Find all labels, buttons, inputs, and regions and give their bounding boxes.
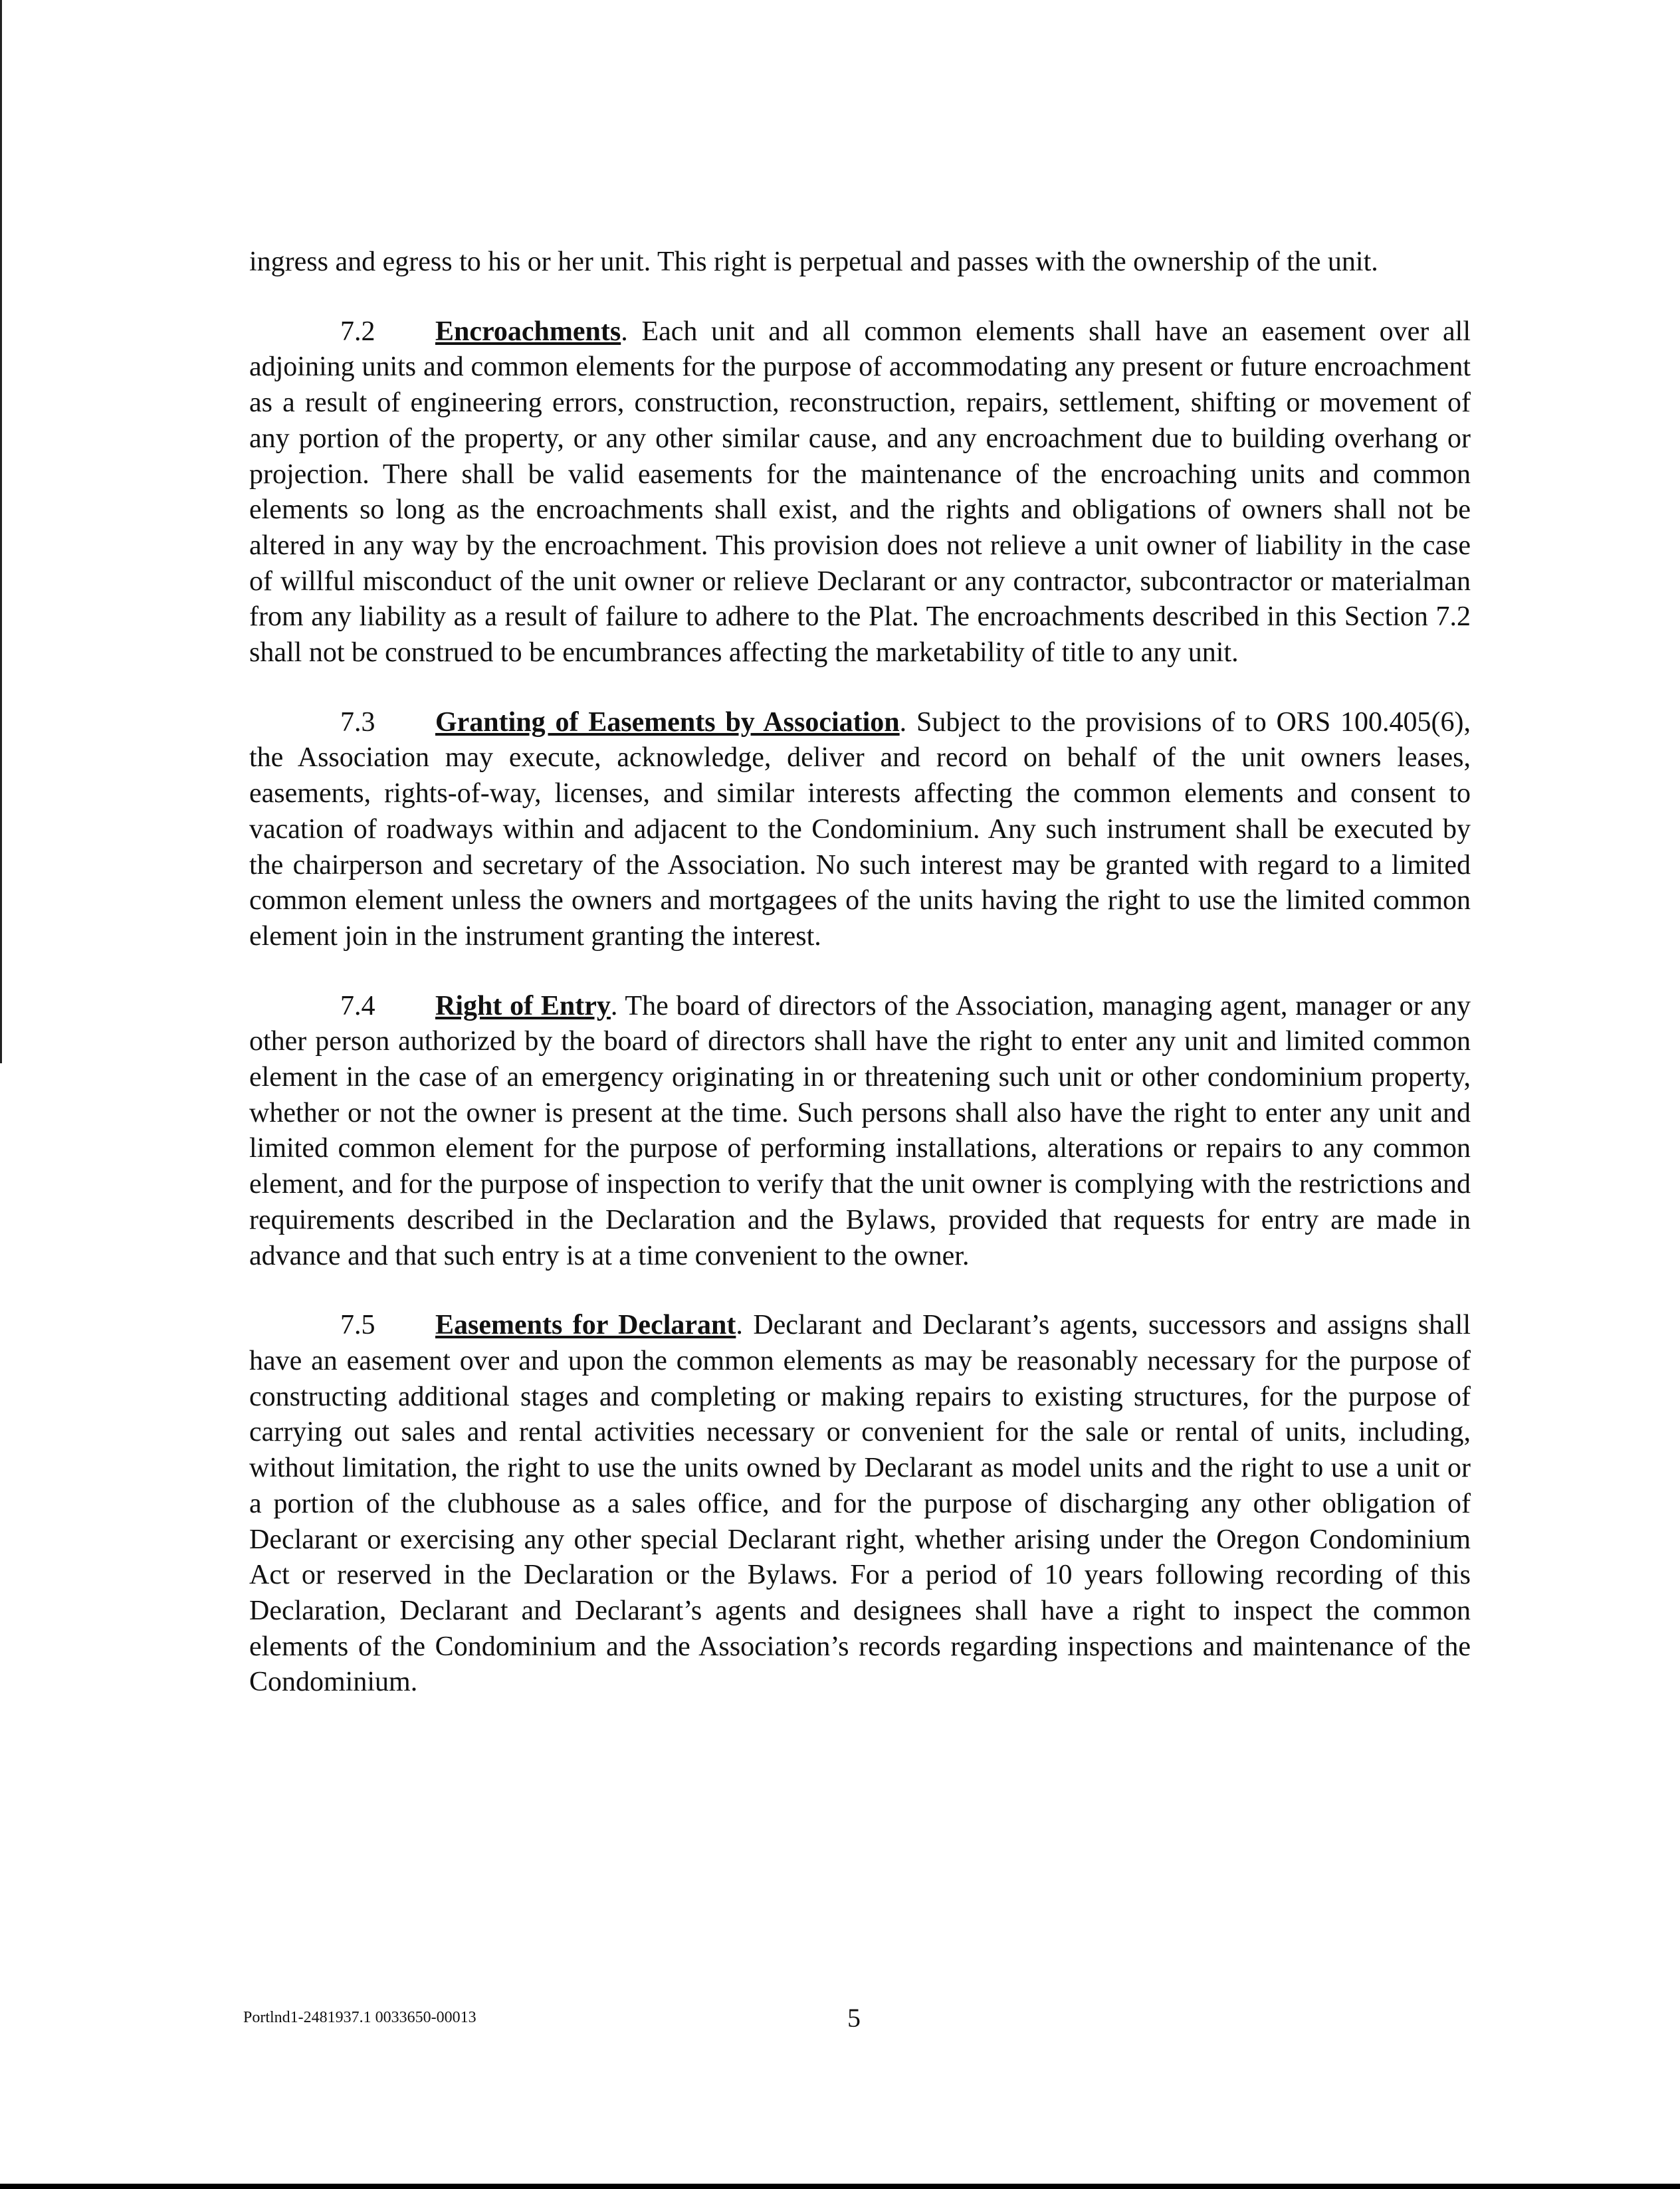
document-id: Portlnd1-2481937.1 0033650-00013: [243, 2009, 476, 2026]
section-body: . Each unit and all common elements shall have an easement over all adjoining units and common elements for the purpose of accommodating any present or future encroachment as a result of engineering errors, construction, reconstruction, repairs, settlement, shifting or movement of any portion of the property, or any other similar cause, and any encroachment due to building overhang or projection. There shall be valid easements for the maintenance of the encroaching units and common elements so long as the encroachments shall exist, and the rights and obligations of owners shall not be altered in any way by the encroachment. This provision does not relieve a unit owner of liability in the case of willful misconduct of the unit owner or relieve Declarant or any contractor, subcontractor or materialman from any liability as a result of failure to adhere to the Plat. The encroachments described in this Section 7.2 shall not be construed to be encumbrances affecting the marketability of title to any unit.: [249, 316, 1471, 669]
section-heading: Right of Entry: [435, 990, 611, 1021]
section-heading: Granting of Easements by Association: [435, 706, 900, 738]
document-page: [249, 245, 1471, 1734]
section-heading: Easements for Declarant: [435, 1310, 736, 1341]
intro-paragraph: [249, 245, 1471, 280]
section-7-5: [249, 1308, 1471, 1701]
section-number: 7.3: [340, 706, 375, 738]
section-number: 7.4: [340, 990, 375, 1021]
scan-bottom-edge: [0, 2184, 1680, 2189]
section-number: 7.2: [340, 316, 375, 347]
section-7-3: [249, 705, 1471, 955]
scan-left-edge: [0, 0, 2, 1063]
section-body: . The board of directors of the Association, managing agent, manager or any other person authorized by the board of directors shall have the right to enter any unit and limited common element in the case of an emergency originating in or threatening such unit or other condominium property, whether or not the owner is present at the time. Such persons shall also have the right to enter any unit and limited common element for the purpose of performing installations, alterations or repairs to any common element, and for the purpose of inspection to verify that the unit owner is complying with the restrictions and requirements described in the Declaration and the Bylaws, provided that requests for entry are made in advance and that such entry is at a time convenient to the owner.: [249, 990, 1471, 1271]
section-body: . Declarant and Declarant’s agents, successors and assigns shall have an easement over and upon the common elements as may be reasonably necessary for the purpose of constructing additional stages and completing or making repairs to existing structures, for the purpose of carrying out sales and rental activities necessary or convenient for the sale or rental of units, including, without limitation, the right to use the units owned by Declarant as model units and the right to use a unit or a portion of the clubhouse as a sales office, and for the purpose of discharging any other obligation of Declarant or exercising any other special Declarant right, whether arising under the Oregon Condominium Act or reserved in the Declaration or the Bylaws. For a period of 10 years following recording of this Declaration, Declarant and Declarant’s agents and designees shall have a right to inspect the common elements of the Condominium and the Association’s records regarding inspections and maintenance of the Condominium.: [249, 1310, 1471, 1698]
section-body: . Subject to the provisions of to ORS 100.405(6), the Association may execute, acknowledge, deliver and record on behalf of the unit owners leases, easements, rights-of-way, licenses, and similar interests affecting the common elements and consent to vacation of roadways within and adjacent to the Condominium. Any such instrument shall be executed by the chairperson and secretary of the Association. No such interest may be granted with regard to a limited common element unless the owners and mortgagees of the units having the right to use the limited common element join in the instrument granting the interest.: [249, 706, 1471, 952]
section-number: 7.5: [340, 1310, 375, 1341]
page-number: 5: [847, 2003, 861, 2033]
section-7-4: [249, 989, 1471, 1275]
section-heading: Encroachments: [435, 316, 621, 347]
section-7-2: [249, 314, 1471, 671]
intro-text: ingress and egress to his or her unit. This right is perpetual and passes with the ownership of the unit.: [249, 247, 1378, 277]
